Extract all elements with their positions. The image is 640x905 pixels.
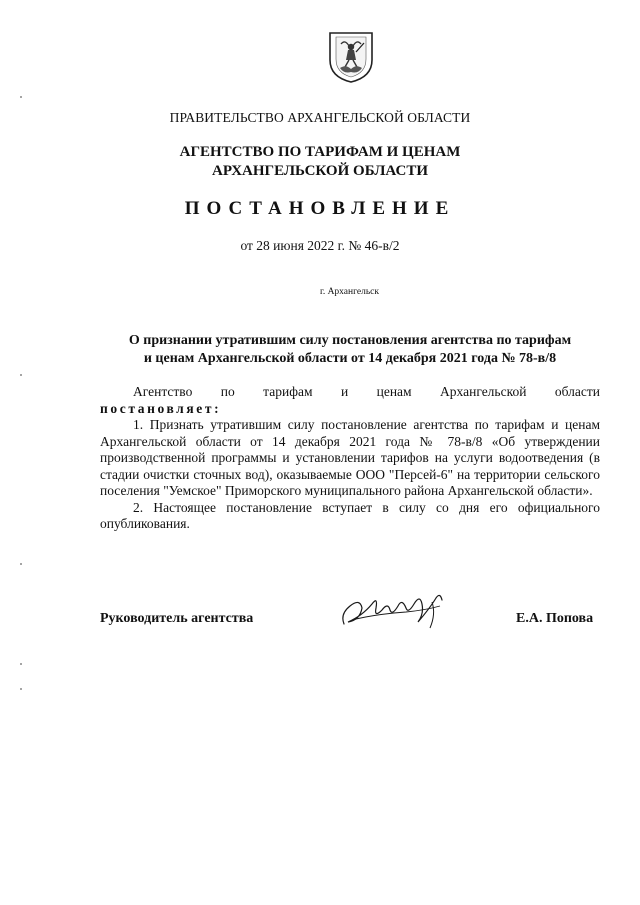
subject-line1: О признании утратившим силу постановления агентства по тарифам [128, 333, 572, 348]
agency-name [0, 143, 640, 181]
scan-artifact [20, 688, 22, 690]
scan-artifact [20, 374, 22, 376]
coat-of-arms-icon [326, 30, 376, 84]
document-type: ПОСТАНОВЛЕНИЕ [184, 198, 456, 219]
signatory-title: Руководитель агентства [100, 611, 254, 626]
document-date-number: от 28 июня 2022 г. № 46-в/2 [240, 238, 400, 253]
scan-artifact [20, 563, 22, 565]
body-item-2: 2. Настоящее постановление вступает в силу со дня его официального опубликования. [100, 499, 600, 531]
signatory-name: Е.А. Попова [516, 611, 594, 626]
body-decrees: постановляет: [100, 400, 222, 416]
subject-line2: и ценам Архангельской области от 14 декабря 2021 года № 78-в/8 [143, 351, 557, 366]
document-city: г. Архангельск [320, 287, 380, 297]
document-body [100, 384, 600, 533]
body-item-1: 1. Признать утратившим силу постановление агентства по тарифам и ценам Архангельской области от 14 декабря 2021 года № 78-в/8 «Об утверждении производственной программы и установлении тарифов на услуги водоотведения (в стадии очистки сточных вод), оказываемые ООО "Персей-6" на территории сельского поселения "Уемское" Приморского муниципального района Архангельской области». [100, 417, 600, 498]
scan-artifact [20, 96, 22, 98]
scan-artifact [20, 663, 22, 665]
government-name: ПРАВИТЕЛЬСТВО АРХАНГЕЛЬСКОЙ ОБЛАСТИ [169, 110, 471, 125]
document-subject [100, 332, 600, 368]
agency-name-line1: АГЕНТСТВО ПО ТАРИФАМ И ЦЕНАМ [179, 144, 461, 160]
body-intro: Агентство по тарифам и ценам Архангельской области [133, 384, 600, 399]
handwritten-signature-icon [336, 584, 456, 636]
agency-name-line2: АРХАНГЕЛЬСКОЙ ОБЛАСТИ [212, 163, 428, 179]
